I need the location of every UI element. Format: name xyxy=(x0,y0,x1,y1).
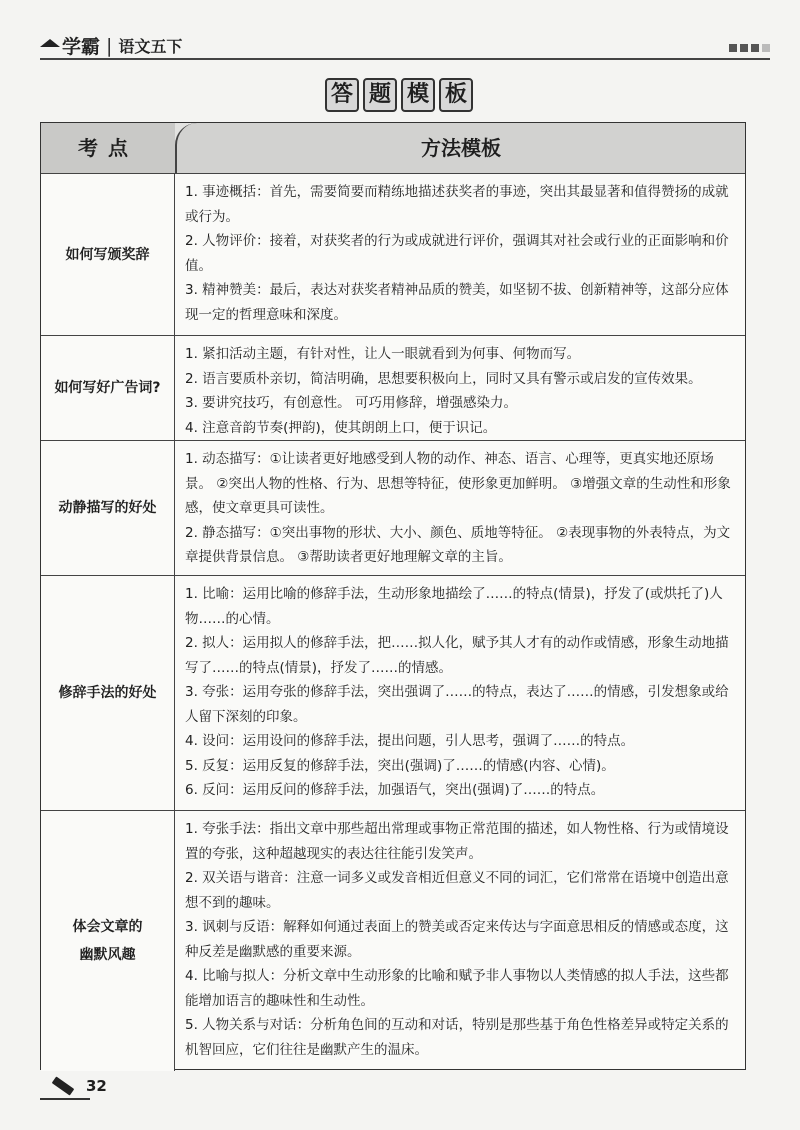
table-row xyxy=(41,810,745,1071)
method-line: 1. 比喻：运用比喻的修辞手法，生动形象地描绘了……的特点(情景)，抒发了(或烘托了)人物……的心情。 xyxy=(185,586,723,627)
method-cell xyxy=(175,576,745,810)
topic-cell: 修辞手法的好处 xyxy=(41,576,175,810)
method-line: 4. 注意音韵节奏(押韵)，使其朗朗上口，便于识记。 xyxy=(185,419,497,436)
table-row xyxy=(41,173,745,335)
header-rule xyxy=(40,58,770,60)
topic-line: 体会文章的 xyxy=(72,919,143,935)
column-header-topic: 考点 xyxy=(41,123,175,173)
method-cell xyxy=(175,811,745,1071)
page-number: 32 xyxy=(86,1077,107,1095)
title-char: 板 xyxy=(439,78,473,112)
topic-cell: 如何写颁奖辞 xyxy=(41,174,175,335)
column-header-method: 方法模板 xyxy=(175,123,745,173)
title-char: 题 xyxy=(363,78,397,112)
decorative-squares xyxy=(729,44,770,52)
brand-logo xyxy=(40,32,182,59)
table-row xyxy=(41,440,745,575)
book-subtitle: 语文五下 xyxy=(118,37,183,56)
method-cell xyxy=(175,441,745,575)
method-cell xyxy=(175,336,745,440)
title-char: 模 xyxy=(401,78,435,112)
topic-cell xyxy=(41,811,175,1071)
brand-name: 学霸 xyxy=(62,36,101,58)
method-line: 1. 夸张手法：指出文章中那些超出常理或事物正常范围的描述，如人物性格、行为或情境设置的夸张，这种超越现实的表达往往能引发笑声。 xyxy=(185,821,729,862)
method-line: 2. 人物评价：接着，对获奖者的行为或成就进行评价，强调其对社会或行业的正面影响和价值。 xyxy=(185,233,729,274)
method-line: 1. 动态描写：①让读者更好地感受到人物的动作、神态、语言、心理等，更真实地还原场景。 ②突出人物的性格、行为、思想等特征，使形象更加鲜明。 ③增强文章的生动性和形象感，使文章更具可读性。 xyxy=(185,451,731,516)
pencil-icon xyxy=(52,1076,75,1095)
page-footer xyxy=(52,1077,107,1095)
method-line: 5. 反复：运用反复的修辞手法，突出(强调)了……的情感(内容、心情)。 xyxy=(185,757,615,774)
method-cell xyxy=(175,174,745,335)
method-line: 2. 拟人：运用拟人的修辞手法，把……拟人化，赋予其人才有的动作或情感，形象生动地描写了……的特点(情景)，抒发了……的情感。 xyxy=(185,635,729,676)
topic-line: 幽默风趣 xyxy=(79,947,136,963)
method-line: 3. 要讲究技巧，有创意性。 可巧用修辞，增强感染力。 xyxy=(185,395,517,411)
table-row xyxy=(41,575,745,810)
method-line: 2. 静态描写：①突出事物的形状、大小、颜色、质地等特征。 ②表现事物的外表特点，为文章提供背景信息。 ③帮助读者更好地理解文章的主旨。 xyxy=(185,524,731,565)
method-line: 4. 设问：运用设问的修辞手法，提出问题，引人思考，强调了……的特点。 xyxy=(185,733,635,749)
method-line: 1. 事迹概括：首先，需要简要而精练地描述获奖者的事迹，突出其最显著和值得赞扬的成就或行为。 xyxy=(185,184,729,225)
answer-template-table xyxy=(40,122,746,1070)
method-line: 3. 讽刺与反语：解释如何通过表面上的赞美或否定来传达与字面意思相反的情感或态度，这种反差是幽默感的重要来源。 xyxy=(185,919,729,960)
graduation-cap-icon xyxy=(40,39,60,53)
topic-cell: 动静描写的好处 xyxy=(41,441,175,575)
method-line: 2. 语言要质朴亲切，简洁明确，思想要积极向上，同时又具有警示或启发的宣传效果。 xyxy=(185,370,702,387)
method-line: 3. 精神赞美：最后，表达对获奖者精神品质的赞美，如坚韧不拔、创新精神等，这部分应体现一定的哲理意味和深度。 xyxy=(185,282,729,323)
method-line: 6. 反问：运用反问的修辞手法，加强语气，突出(强调)了……的特点。 xyxy=(185,782,605,798)
method-line: 3. 夸张：运用夸张的修辞手法，突出强调了……的特点，表达了……的情感，引发想象或给人留下深刻的印象。 xyxy=(185,684,729,725)
table-header xyxy=(41,123,745,173)
method-line: 5. 人物关系与对话：分析角色间的互动和对话，特别是那些基于角色性格差异或特定关系的机智回应，它们往往是幽默产生的温床。 xyxy=(185,1017,729,1058)
topic-cell: 如何写好广告词? xyxy=(41,336,175,440)
page-header xyxy=(40,28,770,64)
table-row xyxy=(41,335,745,440)
header-divider: | xyxy=(106,34,113,57)
title-char: 答 xyxy=(325,78,359,112)
method-line: 4. 比喻与拟人：分析文章中生动形象的比喻和赋予非人事物以人类情感的拟人手法，这些都能增加语言的趣味性和生动性。 xyxy=(185,968,729,1009)
footer-rule xyxy=(40,1098,90,1100)
page-title xyxy=(325,78,473,112)
method-line: 1. 紧扣活动主题，有针对性，让人一眼就看到为何事、何物而写。 xyxy=(185,346,581,362)
method-line: 2. 双关语与谐音：注意一词多义或发音相近但意义不同的词汇，它们常常在语境中创造出意想不到的趣味。 xyxy=(185,870,729,911)
